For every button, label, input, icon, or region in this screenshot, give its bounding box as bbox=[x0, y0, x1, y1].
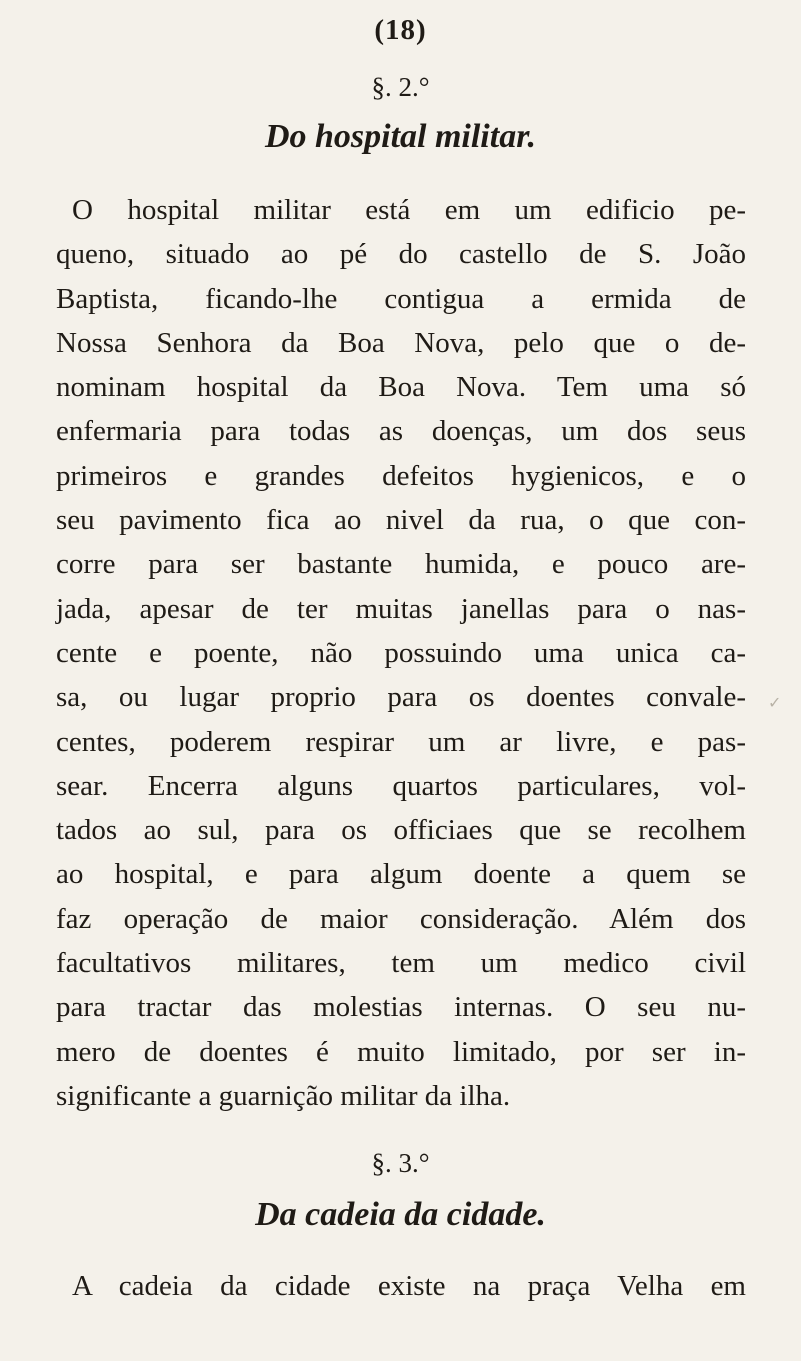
text-line: sa, ou lugar proprio para os doentes convale- bbox=[56, 681, 746, 714]
text-line: queno, situado ao pé do castello de S. João bbox=[56, 238, 746, 271]
page-number: (18) bbox=[374, 14, 427, 46]
text-line: jada, apesar de ter muitas janellas para o nas- bbox=[56, 592, 746, 625]
text-line: mero de doentes é muito limitado, por ser in- bbox=[56, 1035, 746, 1068]
text-line: O hospital militar está em um edificio pe- bbox=[72, 194, 746, 226]
section-mark-3: §. 3.° bbox=[371, 1148, 430, 1178]
text-line: sear. Encerra alguns quartos particulares, vol- bbox=[56, 769, 746, 802]
section-body-cadeia bbox=[56, 1264, 746, 1308]
text-line: seu pavimento fica ao nivel da rua, o que con- bbox=[56, 504, 746, 537]
text-line: nominam hospital da Boa Nova. Tem uma só bbox=[56, 371, 746, 404]
text-line: corre para ser bastante humida, e pouco are- bbox=[56, 548, 746, 581]
text-line: Baptista, ficando-lhe contigua a ermida de bbox=[56, 282, 746, 315]
text-line: cente e poente, não possuindo uma unica ca- bbox=[56, 636, 746, 669]
text-line: faz operação de maior consideração. Além dos bbox=[56, 902, 746, 935]
text-line: enfermaria para todas as doenças, um dos seus bbox=[56, 415, 746, 448]
section-mark-2: §. 2.° bbox=[371, 72, 430, 102]
text-line: tados ao sul, para os officiaes que se recolhem bbox=[56, 814, 746, 847]
section-body-hospital bbox=[56, 188, 746, 1118]
text-line: facultativos militares, tem um medico civil bbox=[56, 947, 746, 980]
text-line: ao hospital, e para algum doente a quem se bbox=[56, 858, 746, 891]
text-line: significante a guarnição militar da ilha. bbox=[56, 1079, 511, 1112]
text-line: Nossa Senhora da Boa Nova, pelo que o de- bbox=[56, 326, 746, 359]
text-line: para tractar das molestias internas. O seu nu- bbox=[56, 991, 746, 1024]
section-title-hospital: Do hospital militar. bbox=[264, 118, 537, 155]
margin-check-mark: ✓ bbox=[768, 695, 782, 712]
section-title-cadeia: Da cadeia da cidade. bbox=[255, 1196, 546, 1233]
text-line: primeiros e grandes defeitos hygienicos, e o bbox=[56, 459, 746, 492]
text-line: A cadeia da cidade existe na praça Velha em bbox=[72, 1270, 746, 1302]
text-line: centes, poderem respirar um ar livre, e pas- bbox=[56, 725, 746, 758]
